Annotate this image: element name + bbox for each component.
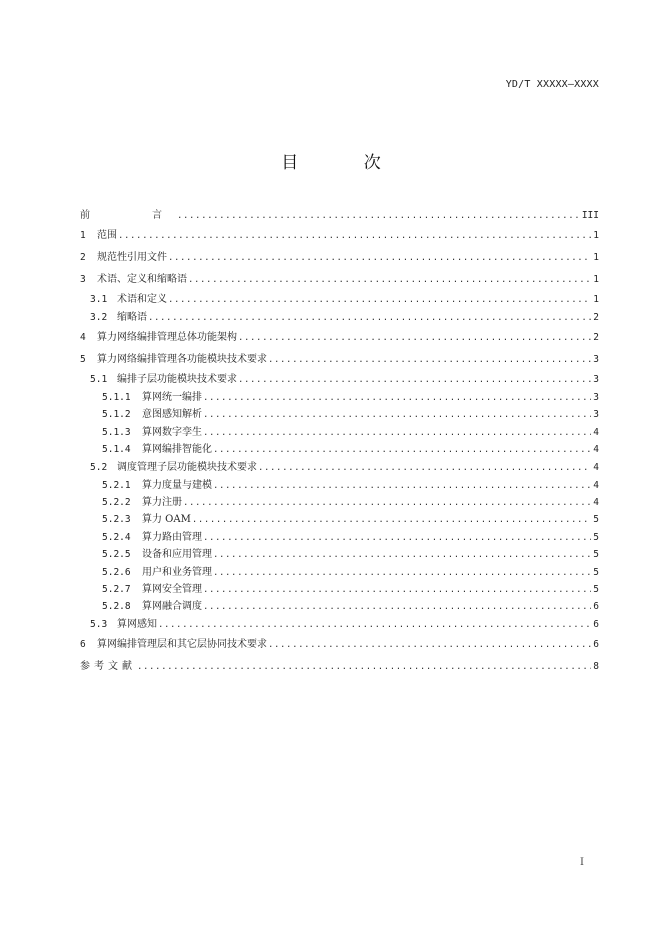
toc-entry[interactable] xyxy=(80,225,599,247)
toc-leader-dots xyxy=(148,309,591,327)
toc-entry-number: 5.1 xyxy=(90,374,108,385)
toc-entry[interactable] xyxy=(80,371,599,389)
toc-leader-dots xyxy=(203,530,591,546)
toc-entry-label: 算力网络编排管理总体功能架构 xyxy=(97,332,237,343)
toc-leader-dots xyxy=(213,547,591,563)
toc-leader-dots xyxy=(203,407,591,423)
toc-leader-dots xyxy=(137,656,591,678)
toc-entry-number: 5.2.5 xyxy=(102,549,131,561)
toc-entry[interactable] xyxy=(80,207,599,225)
toc-entry-page: 4 xyxy=(593,444,599,456)
toc-entry[interactable] xyxy=(80,477,599,494)
toc-entry[interactable] xyxy=(80,616,599,634)
toc-entry-page: III xyxy=(581,210,599,221)
toc-entry-number: 5.2.3 xyxy=(102,514,131,526)
toc-entry[interactable] xyxy=(80,247,599,269)
toc-entry-page: 5 xyxy=(593,566,599,578)
toc-entry-number: 4 xyxy=(80,332,86,343)
toc-entry-label: 范围 xyxy=(97,230,117,241)
toc-entry[interactable] xyxy=(80,598,599,615)
toc-leader-dots xyxy=(213,442,591,458)
toc-leader-dots xyxy=(183,495,591,511)
toc-leader-dots xyxy=(238,371,591,389)
toc-entry-page: 6 xyxy=(593,638,599,650)
toc-entry[interactable] xyxy=(80,309,599,327)
toc-leader-dots xyxy=(203,582,591,598)
toc-entry-number: 5.2.2 xyxy=(102,496,131,508)
page-title: 目 次 xyxy=(281,153,411,173)
toc-entry[interactable] xyxy=(80,634,599,656)
toc-entry-label: 算网安全管理 xyxy=(142,583,202,595)
toc-leader-dots xyxy=(158,616,591,634)
toc-leader-dots xyxy=(213,478,591,494)
toc-leader-dots xyxy=(268,349,591,371)
toc-entry-label: 算网感知 xyxy=(117,618,157,630)
toc-entry-label: 算力注册 xyxy=(142,496,182,508)
toc-entry-page: 2 xyxy=(593,312,599,323)
toc-leader-dots xyxy=(177,207,580,225)
toc-entry[interactable] xyxy=(80,656,599,678)
toc-entry-number: 5.1.4 xyxy=(102,444,131,456)
toc-entry-number: 3.2 xyxy=(90,312,108,323)
toc-entry-page: 5 xyxy=(593,583,599,595)
toc-entry-page: 1 xyxy=(593,230,599,241)
toc-entry-number: 5.2.7 xyxy=(102,583,131,595)
toc-entry-page: 2 xyxy=(593,332,599,343)
toc-entry[interactable] xyxy=(80,389,599,406)
toc-entry-page: 5 xyxy=(593,531,599,543)
footer-page-number: I xyxy=(580,857,584,868)
toc-entry[interactable] xyxy=(80,349,599,371)
toc-entry-page: 3 xyxy=(593,409,599,421)
toc-leader-dots xyxy=(258,459,591,477)
toc-entry-number: 6 xyxy=(80,638,86,650)
toc-entry[interactable] xyxy=(80,441,599,458)
toc-leader-dots xyxy=(168,291,591,309)
toc-entry-number: 5.2 xyxy=(90,461,108,473)
toc-entry[interactable] xyxy=(80,546,599,563)
toc-entry-label: 算网编排管理层和其它层协同技术要求 xyxy=(97,638,267,650)
toc-entry-page: 4 xyxy=(593,461,599,473)
toc-entry-label: 算力 OAM xyxy=(142,514,191,526)
toc-leader-dots xyxy=(188,269,591,291)
toc-entry[interactable] xyxy=(80,424,599,441)
toc-entry-number: 5.2.4 xyxy=(102,531,131,543)
toc-entry-page: 5 xyxy=(593,514,599,526)
toc-entry-label: 算网编排智能化 xyxy=(142,444,212,456)
toc-entry-number: 5.1.1 xyxy=(102,392,131,403)
toc-entry[interactable] xyxy=(80,269,599,291)
toc-entry-number: 5.2.1 xyxy=(102,479,131,491)
toc-entry-label: 用户和业务管理 xyxy=(142,566,212,578)
toc-entry-label: 术语和定义 xyxy=(117,294,167,305)
toc-entry-page: 1 xyxy=(593,274,599,285)
toc-entry[interactable] xyxy=(80,581,599,598)
toc-entry-number: 5.1.3 xyxy=(102,426,131,438)
toc-entry[interactable] xyxy=(80,494,599,511)
toc-entry-number: 5.2.8 xyxy=(102,601,131,613)
toc-entry-label: 算网数字孪生 xyxy=(142,426,202,438)
toc-entry-number: 2 xyxy=(80,252,86,263)
toc-leader-dots xyxy=(268,634,591,656)
toc-entry-page: 4 xyxy=(593,496,599,508)
toc-entry[interactable] xyxy=(80,529,599,546)
toc-entry[interactable] xyxy=(80,459,599,477)
toc-entry-label: 算网统一编排 xyxy=(142,392,202,403)
toc-entry-number: 5.1.2 xyxy=(102,409,131,421)
toc-entry-page: 4 xyxy=(593,426,599,438)
toc-entry-page: 1 xyxy=(593,252,599,263)
toc-entry-page: 8 xyxy=(593,660,599,672)
toc-entry[interactable] xyxy=(80,406,599,423)
toc-entry[interactable] xyxy=(80,564,599,581)
toc-entry-label: 算网融合调度 xyxy=(142,601,202,613)
toc-entry-label: 术语、定义和缩略语 xyxy=(97,274,187,285)
toc-entry-label: 前 言 xyxy=(80,210,176,221)
toc-entry-page: 5 xyxy=(593,549,599,561)
toc-leader-dots xyxy=(238,327,591,349)
toc-entry-label: 规范性引用文件 xyxy=(97,252,167,263)
toc-entry[interactable] xyxy=(80,327,599,349)
toc-entry-label: 意图感知解析 xyxy=(142,409,202,421)
toc-entry-number: 5 xyxy=(80,354,86,365)
toc-entry-number: 5.3 xyxy=(90,618,108,630)
toc-leader-dots xyxy=(203,390,591,406)
toc-entry-page: 1 xyxy=(593,294,599,305)
toc-entry-label: 参考文献 xyxy=(80,660,136,672)
toc-entry-label: 编排子层功能模块技术要求 xyxy=(117,374,237,385)
toc-entry-label: 算力网络编排管理各功能模块技术要求 xyxy=(97,354,267,365)
toc-leader-dots xyxy=(213,565,591,581)
toc-entry-page: 3 xyxy=(593,354,599,365)
toc-leader-dots xyxy=(118,225,591,247)
toc-entry-number: 5.2.6 xyxy=(102,566,131,578)
toc-entry-label: 缩略语 xyxy=(117,312,147,323)
toc-leader-dots xyxy=(203,425,591,441)
toc-entry-number: 3.1 xyxy=(90,294,108,305)
toc-entry-label: 算力度量与建模 xyxy=(142,479,212,491)
toc-leader-dots xyxy=(192,512,591,528)
toc-entry-label: 设备和应用管理 xyxy=(142,549,212,561)
toc-entry-label: 调度管理子层功能模块技术要求 xyxy=(117,461,257,473)
toc-entry[interactable] xyxy=(80,291,599,309)
toc-entry-page: 3 xyxy=(593,392,599,403)
toc-leader-dots xyxy=(203,599,591,615)
toc-leader-dots xyxy=(168,247,591,269)
toc-entry-page: 4 xyxy=(593,479,599,491)
toc-entry-page: 3 xyxy=(593,374,599,385)
toc-entry-page: 6 xyxy=(593,618,599,630)
toc-entry-page: 6 xyxy=(593,601,599,613)
table-of-contents xyxy=(80,207,599,678)
toc-entry-label: 算力路由管理 xyxy=(142,531,202,543)
document-code: YD/T XXXXX—XXXX xyxy=(505,79,599,90)
toc-entry-number: 3 xyxy=(80,274,86,285)
toc-entry[interactable] xyxy=(80,511,599,528)
toc-entry-number: 1 xyxy=(80,230,86,241)
